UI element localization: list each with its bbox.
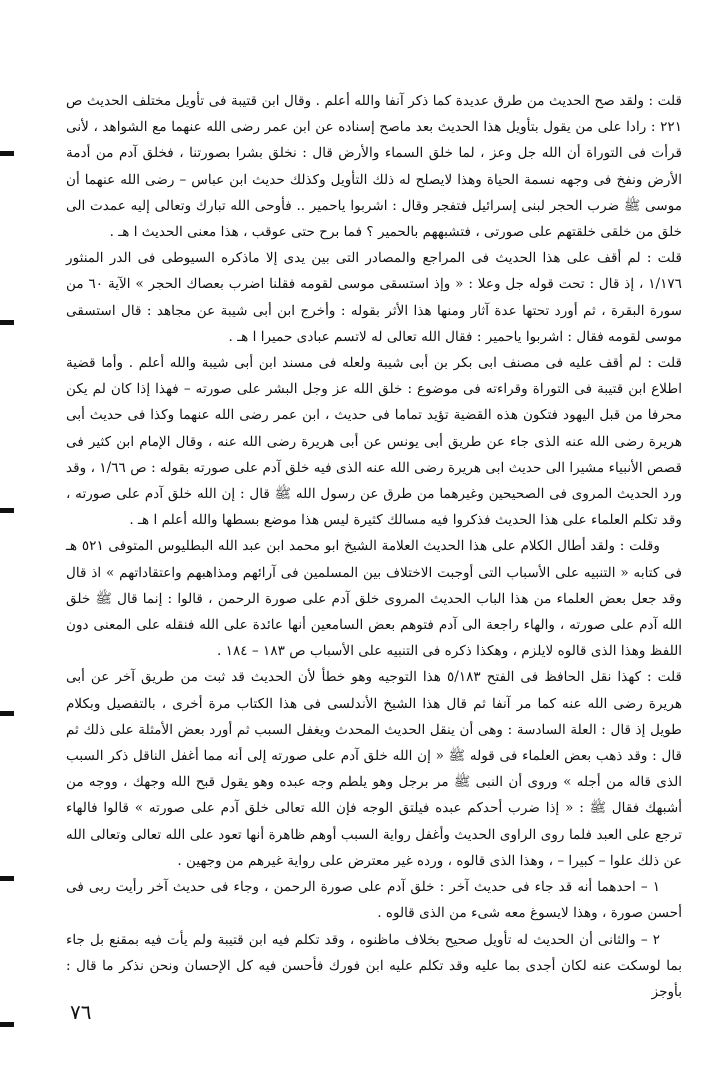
body-text <box>66 88 682 1005</box>
margin-mark <box>0 320 14 325</box>
margin-mark <box>0 876 14 881</box>
page-number: ٧٦ <box>70 1000 92 1024</box>
paragraph: قلت : كهذا نقل الحافظ فى الفتح ٥/١٨٣ هذا التوجيه وهو خطأ لأن الحديث قد ثبت من طريق آخر عن أبى هريرة رضى الله عنه كما مر آنفا ثم قال هذا الشيخ الأندلسى فى هذا الكتاب مرة أخرى ، بالتفصيل وبكلام طويل إذ قال : العلة السادسة : وهى أن ينقل الحديث المحدث ويغفل السبب ثم أورد بعض الأمثلة على ذلك ثم قال : وقد ذهب بعض العلماء فى قوله ﷺ « إن الله خلق آدم على صورته إلى أنه مما أغفل الناقل ذكر السبب الذى قاله من أجله » وروى أن النبى ﷺ مر برجل وهو يلطم وجه عبده وهو يقول قبح الله وجهك ، ووجه من أشبهك فقال ﷺ : « إذا ضرب أحدكم عبده فيلتق الوجه فإن الله تعالى خلق آدم على صورته » قالوا فالهاء ترجع على العبد فلما روى الراوى الحديث وأغفل رواية السبب أوهم ظاهرة أنها تعود على الله تعالى وتعالى الله عن ذلك علوا – كبيرا – ، وهذا الذى قالوه ، ورده غير معترض على رواية غيرهم من وجهين . <box>66 669 682 869</box>
paragraph: ٢ – والثانى أن الحديث له تأويل صحيح بخلاف ماظنوه ، وقد تكلم فيه ابن قتيبة ولم يأت فيه بمقنع بل جاء بما لوسكت عنه لكان أجدى بما عليه وقد تكلم عليه ابن فورك فأحسن فيه كل الإحسان ونحن نذكر ما قال : بأوجز <box>66 931 682 1000</box>
paragraph: قلت : لم أقف على هذا الحديث فى المراجع والمصادر التى بين يدى إلا ماذكره السيوطى فى الدر المنثور ١/١٧٦ ، إذ قال : تحت قوله جل وعلا : « وإذ استسقى موسى لقومه فقلنا اضرب بعصاك الحجر » الآية ٦٠ من سورة البقرة ، ثم أورد تحتها عدة آثار ومنها هذا الأثر بقوله : وأخرج ابن أبى شيبة عن مجاهد : قال استسقى موسى لقومه فقال : اشربوا ياحمير : فقال الله تعالى له لاتسم عبادى حميرا ا هـ . <box>66 250 682 345</box>
paragraph: قلت : ولقد صح الحديث من طرق عديدة كما ذكر آنفا والله أعلم . وقال ابن قتيبة فى تأويل مختلف الحديث ص ٢٢١ : رادا على من يقول بتأويل هذا الحديث بعد ماصح إسناده عن ابن عمر رضى الله عنهما مع الشواهد ، لأنى قرأت فى التوراة أن الله جل وعز ، لما خلق السماء والأرض قال : نخلق بشرا بصورتنا ، فخلق آدم من أدمة الأرض ونفخ فى وجهه نسمة الحياة وهذا لايصلح له ذلك التأويل وكذلك حديث ابن عباس – رضى الله عنهما أن موسى ﷺ ضرب الحجر لبنى إسرائيل فتفجر وقال : اشربوا ياحمير .. فأوحى الله تبارك وتعالى إليه عمدت الى خلق من خلقى خلقتهم على صورتى ، فتشبههم بالحمير ؟ فما برح حتى عوقب ، هذا معنى الحديث ا هـ . <box>66 93 682 241</box>
paragraph: ١ – احدهما أنه قد جاء فى حديث آخر : خلق آدم على صورة الرحمن ، وجاء فى حديث آخر رأيت ربى فى أحسن صورة ، وهذا لايسوغ معه شىء من الذى قالوه . <box>66 879 682 922</box>
margin-mark <box>0 711 14 716</box>
paragraph: وقلت : ولقد أطال الكلام على هذا الحديث العلامة الشيخ ابو محمد ابن عبد الله البطليوس المتوفى ٥٢١ هـ فى كتابه « التنبيه على الأسباب التى أوجبت الاختلاف بين المسلمين فى آرائهم ومذاهبهم واعتقاداتهم » اذ قال وقد جعل بعض العلماء من هذا الباب الحديث المروى خلق آدم على صورة الرحمن ، قالوا : إنما قال ﷺ خلق الله آدم على صورته ، والهاء راجعة الى آدم فتوهم بعض السامعين أنها عائدة على الله فنقله على المعنى دون اللفظ وهذا الذى قالوه لايلزم ، وهكذا ذكره فى التنبيه على الأسباب ص ١٨٣ – ١٨٤ . <box>66 538 682 660</box>
margin-mark <box>0 508 14 513</box>
paragraph: قلت : لم أقف عليه فى مصنف ابى بكر بن أبى شيبة ولعله فى مسند ابن أبى شيبة والله أعلم . وأما قضية اطلاع ابن قتيبة فى التوراة وقراءته فى موضوع : خلق الله عز وجل البشر على صورته – فهذا إذا كان لم يكن محرفا من قبل اليهود فتكون هذه القضية تؤيد تماما فى حديث ، ابن عمر رضى الله عنهما وكذا فى حديث أبى هريرة رضى الله عنه الذى جاء عن طريق أبى يونس عن أبى هريرة رضى الله عنه ، وقال الإمام ابن كثير فى قصص الأنبياء مشيرا الى حديث ابى هريرة رضى الله عنه الذى فيه خلق آدم على صورته بقوله : ص ١/٦٦ ، وقد ورد الحديث المروى فى الصحيحين وغيرهما من طرق عن رسول الله ﷺ قال : إن الله خلق آدم على صورته ، وقد تكلم العلماء على هذا الحديث فذكروا فيه مسالك كثيرة ليس هذا موضع بسطها والله أعلم ا هـ . <box>66 355 682 529</box>
margin-mark <box>0 151 14 156</box>
margin-mark <box>0 1022 14 1027</box>
